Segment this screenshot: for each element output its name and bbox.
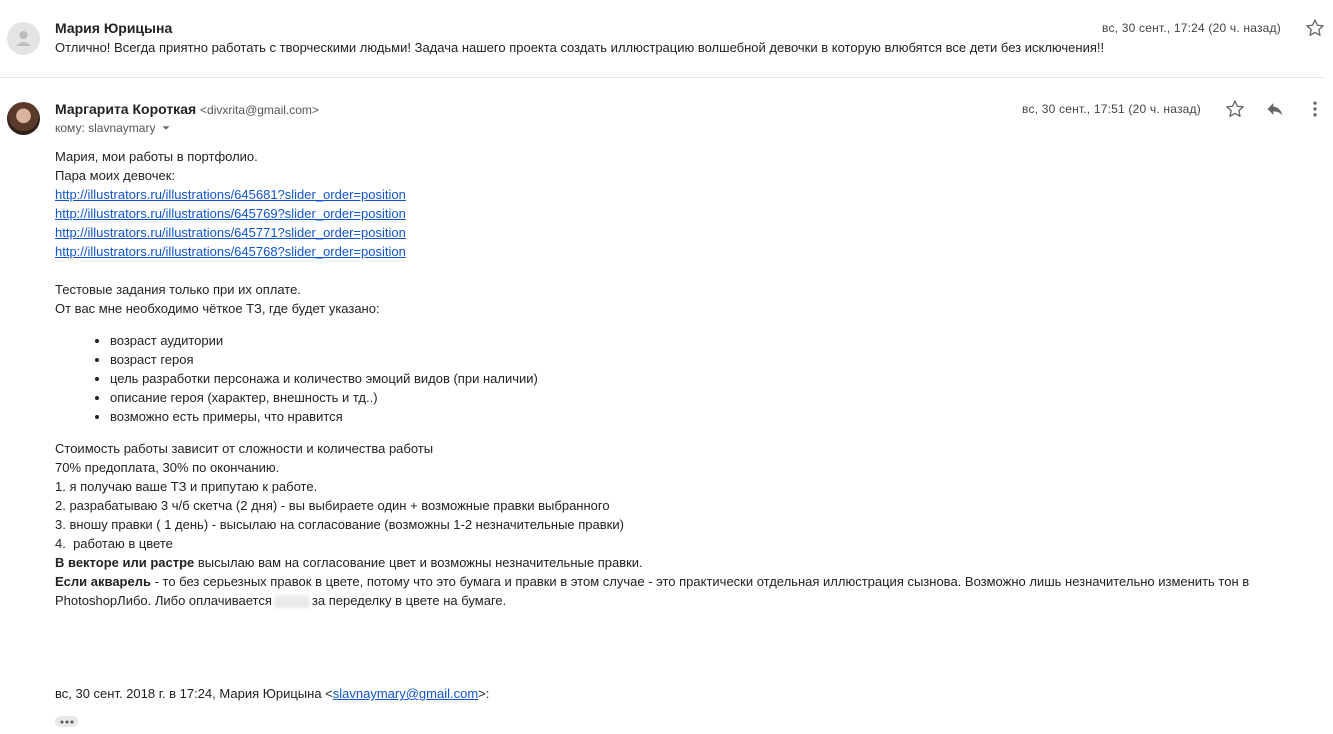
message1-sender: Мария Юрицына <box>55 20 173 36</box>
body-line: От вас мне необходимо чёткое ТЗ, где будет указано: <box>55 301 380 316</box>
body-line: Мария, мои работы в портфолио. <box>55 149 258 164</box>
body-line: 70% предоплата, 30% по окончанию. <box>55 460 280 475</box>
requirements-list <box>55 331 1295 426</box>
message1-snippet[interactable]: Отлично! Всегда приятно работать с творческими людьми! Задача нашего проекта создать иллюстрацию волшебной девочки в которую влюбятся все дети без исключения!! <box>55 40 1105 55</box>
list-item: • возможно есть примеры, что нравится <box>110 407 1295 426</box>
step-line: 1. я получаю ваше ТЗ и припутаю к работе. <box>55 479 318 494</box>
star-button[interactable] <box>1223 97 1247 121</box>
redacted-price <box>274 595 310 608</box>
message2-sender <box>55 101 319 117</box>
body-line <box>55 572 1295 610</box>
message2-date: вс, 30 сент., 17:51 (20 ч. назад) <box>1022 102 1201 116</box>
body-line: Тестовые задания только при их оплате. <box>55 282 301 297</box>
quote-prefix: вс, 30 сент. 2018 г. в 17:24, Мария Юрицына < <box>55 686 333 701</box>
message-body <box>55 147 1295 610</box>
recipients-label: кому: slavnaymary <box>55 121 156 135</box>
watercolor-text: - то без серьезных правок в цвете, потому что это бумага и правки в этом случае - это практически отдельная иллюстрация сызнова. Возможно лишь незначительно изменить тон в PhotoshopЛибо. Либо оплачивается <box>55 574 1250 608</box>
watercolor-heading: Если акварель <box>55 574 151 589</box>
step-line: 4. работаю в цвете <box>55 536 173 551</box>
ellipsis-icon <box>59 720 75 724</box>
quote-email-link[interactable]: slavnaymary@gmail.com <box>332 686 479 701</box>
message2-sender-name: Маргарита Короткая <box>55 101 197 117</box>
list-item: • цель разработки персонажа и количество эмоций видов (при наличии) <box>110 369 1295 388</box>
star-icon <box>1225 99 1245 119</box>
avatar-generic <box>7 22 40 55</box>
step-line: 3. вношу правки ( 1 день) - высылаю на согласование (возможны 1-2 незначительные правки) <box>55 517 624 532</box>
watercolor-end: за переделку в цвете на бумаге. <box>311 593 507 608</box>
portfolio-link-2[interactable]: http://illustrators.ru/illustrations/645769?slider_order=position <box>55 206 406 221</box>
vector-text: высылаю вам на согласование цвет и возможны незначительные правки. <box>194 555 643 570</box>
more-vert-icon <box>1305 99 1325 119</box>
body-line: Пара моих девочек: <box>55 168 176 183</box>
message-divider <box>0 77 1325 78</box>
reply-icon <box>1265 99 1285 119</box>
reply-button[interactable] <box>1263 97 1287 121</box>
avatar <box>7 102 40 135</box>
person-icon <box>7 22 40 55</box>
message2-sender-email: <divxrita@gmail.com> <box>200 103 319 117</box>
quote-suffix: >: <box>478 686 490 701</box>
show-trimmed-content-button[interactable] <box>55 716 78 727</box>
body-line <box>55 553 1295 572</box>
vector-heading: В векторе или растре <box>55 555 195 570</box>
more-options-button[interactable] <box>1303 97 1327 121</box>
message1-date: вс, 30 сент., 17:24 (20 ч. назад) <box>1102 21 1281 35</box>
portfolio-link-3[interactable]: http://illustrators.ru/illustrations/645771?slider_order=position <box>55 225 406 240</box>
list-item: • описание героя (характер, внешность и тд..) <box>110 388 1295 407</box>
portfolio-link-1[interactable]: http://illustrators.ru/illustrations/645681?slider_order=position <box>55 187 406 202</box>
body-line: Стоимость работы зависит от сложности и количества работы <box>55 441 434 456</box>
portfolio-link-4[interactable]: http://illustrators.ru/illustrations/645768?slider_order=position <box>55 244 406 259</box>
list-item: • возраст героя <box>110 350 1295 369</box>
step-line: 2. разрабатываю 3 ч/б скетча (2 дня) - вы выбираете один + возможные правки выбранного <box>55 498 610 513</box>
star-icon <box>1305 18 1325 38</box>
recipients-toggle[interactable] <box>55 121 173 135</box>
quoted-header <box>55 686 489 701</box>
chevron-down-icon <box>159 121 173 135</box>
star-button[interactable] <box>1303 16 1327 40</box>
list-item: • возраст аудитории <box>110 331 1295 350</box>
